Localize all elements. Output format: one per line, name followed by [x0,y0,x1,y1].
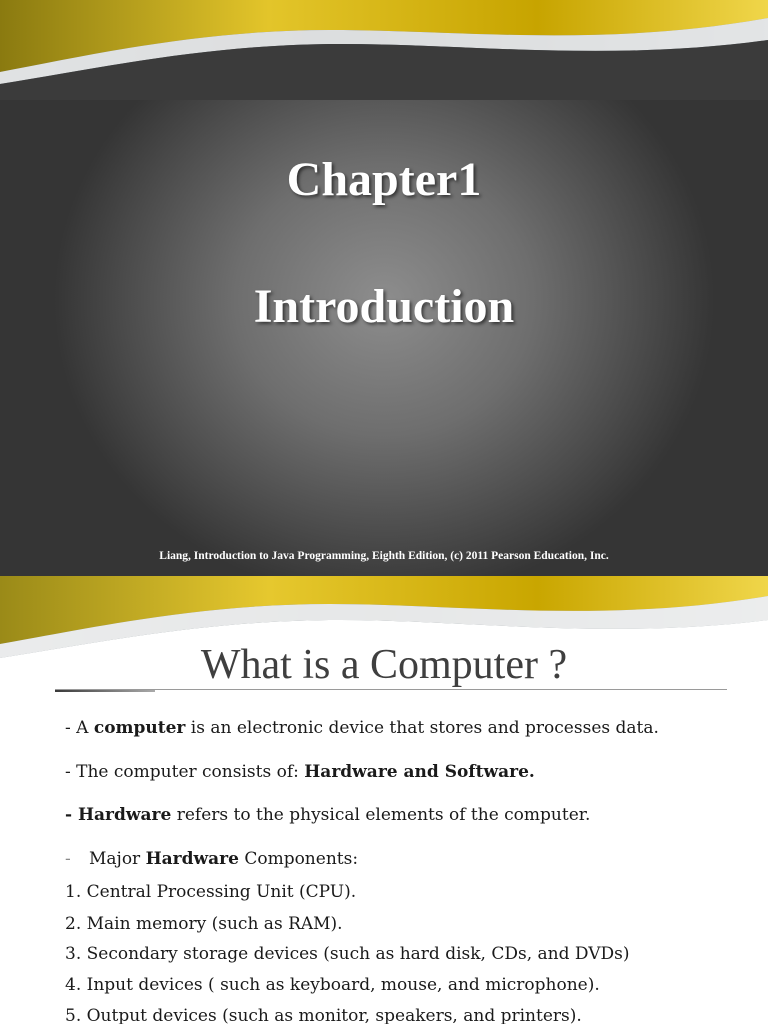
list-item: 2. Main memory (such as RAM). [65,914,343,934]
chapter-subtitle: Introduction [253,280,515,333]
decorative-swoosh-top [0,0,768,100]
list-item: 5. Output devices (such as monitor, speakers, and printers). [65,1006,582,1024]
list-item: 4. Input devices ( such as keyboard, mouse, and microphone). [65,975,600,995]
slide-heading: What is a Computer ? [200,642,568,688]
heading-divider [55,689,727,690]
hardware-definition-line: - Hardware refers to the physical elements of the computer. [65,805,591,825]
components-heading-line: - Major Hardware Components: [65,849,359,869]
chapter-title: Chapter1 [286,153,482,206]
composition-line: - The computer consists of: Hardware and Software. [65,762,535,782]
heading-divider-accent [55,690,155,692]
list-item: 1. Central Processing Unit (CPU). [65,882,357,902]
bullet-dash: - [65,849,71,869]
content-slide [0,576,768,1024]
list-item: 3. Secondary storage devices (such as hard disk, CDs, and DVDs) [65,944,630,964]
definition-line: - A computer is an electronic device that stores and processes data. [65,718,659,738]
slide-footer: Liang, Introduction to Java Programming, Eighth Edition, (c) 2011 Pearson Education, Inc. [159,550,609,562]
